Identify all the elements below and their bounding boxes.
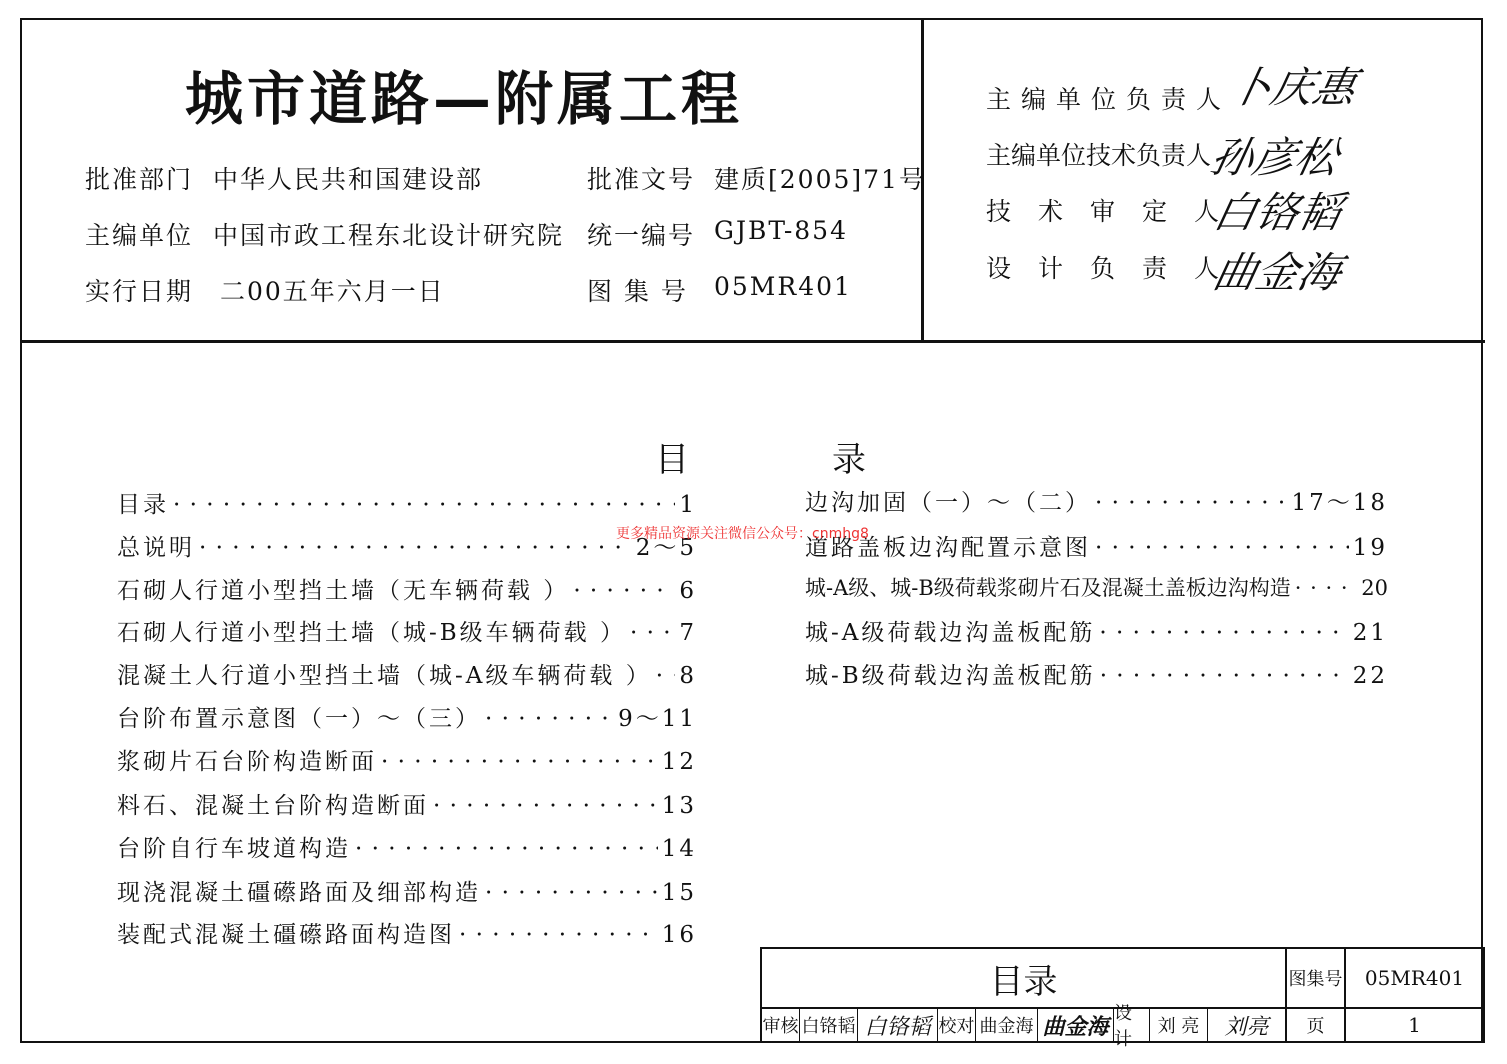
leader-dots: [1095, 490, 1287, 516]
leader-dots: [173, 492, 675, 518]
toc-entry-page: 19: [1352, 535, 1388, 561]
leader-dots: [355, 836, 658, 862]
signature: 孙彦松: [1206, 133, 1343, 182]
toc-entry-title: 装配式混凝土礓礤路面构造图: [117, 922, 455, 948]
toc-entry: [117, 700, 697, 730]
toc-entry: [117, 830, 697, 860]
page-label: 页: [1287, 1009, 1346, 1041]
toc-entry-title: 道路盖板边沟配置示意图: [805, 535, 1091, 561]
toc-entry-page: 21: [1352, 620, 1388, 646]
toc-entry: [117, 743, 697, 773]
design-name: 刘 亮: [1150, 1009, 1208, 1041]
info-value: 建质[2005]71号: [714, 165, 926, 194]
toc-entry-page: 14: [661, 836, 697, 862]
leader-dots: [459, 922, 658, 948]
leader-dots: [656, 663, 676, 689]
info-value: 中国市政工程东北设计研究院: [213, 221, 565, 250]
toc-entry-title: 混凝土人行道小型挡土墙（城-A级车辆荷载 ）: [117, 663, 652, 689]
leader-dots: [381, 749, 658, 775]
responsible-role: 主编单位负责人: [986, 85, 1232, 114]
leader-dots: [1095, 535, 1349, 561]
signature: 曲金海: [1209, 248, 1346, 297]
toc-entry-title: 台阶布置示意图（一）～（三）: [117, 706, 481, 732]
toc-entry: [805, 572, 1388, 602]
toc-entry-page: 1: [679, 492, 697, 518]
leader-dots: [1099, 620, 1348, 646]
header-divider: [20, 340, 1485, 343]
sheet-title: 城市道路—附属工程: [185, 65, 744, 133]
toc-entry-title: 边沟加固（一）～（二）: [805, 490, 1091, 516]
page-number: 1: [1408, 1013, 1421, 1037]
toc-entry: [117, 874, 697, 904]
signature: 卜庆惠: [1224, 63, 1361, 112]
review-name: 白铬韬: [800, 1009, 858, 1041]
toc-entry: [805, 614, 1388, 644]
toc-entry-title: 总说明: [117, 535, 195, 561]
toc-entry-title: 现浇混凝土礓礤路面及细部构造: [117, 880, 481, 906]
toc-entry-page: 12: [661, 749, 697, 775]
toc-entry-page: 8: [679, 663, 697, 689]
toc-entry-page: 6: [679, 578, 697, 604]
toc-entry-title: 料石、混凝土台阶构造断面: [117, 793, 429, 819]
toc-entry: [117, 529, 697, 559]
info-label: 实行日期: [85, 277, 194, 306]
toc-entry-page: 20: [1361, 576, 1388, 600]
leader-dots: [1295, 576, 1357, 600]
toc-heading: 录: [832, 440, 866, 480]
leader-dots: [485, 706, 614, 732]
atlas-value: 05MR401: [1346, 949, 1483, 1009]
toc-entry-title: 目录: [117, 492, 169, 518]
toc-entry: [117, 657, 697, 687]
toc-heading: 目: [655, 440, 689, 480]
toc-entry-title: 城-A级、城-B级荷载浆砌片石及混凝土盖板边沟构造: [805, 576, 1291, 600]
watermark-text: 更多精品资源关注微信公众号：cnmhg8: [616, 526, 869, 542]
info-value: 中华人民共和国建设部: [213, 165, 484, 194]
toc-entry: [117, 486, 697, 516]
toc-entry: [805, 529, 1388, 559]
toc-entry: [117, 916, 697, 946]
info-value: GJBT-854: [714, 216, 848, 245]
toc-entry-page: 9～11: [618, 706, 697, 732]
toc-entry-page: 2～5: [635, 535, 697, 561]
toc-entry-title: 城-A级荷载边沟盖板配筋: [805, 620, 1096, 646]
design-signature: 刘亮: [1208, 1009, 1287, 1041]
info-label: 图 集 号: [587, 277, 688, 306]
review-signature: 白铬韬: [858, 1009, 938, 1041]
toc-entry: [117, 572, 697, 602]
leader-dots: [573, 578, 675, 604]
info-label: 批准部门: [85, 165, 194, 194]
toc-entry-page: 16: [661, 922, 697, 948]
info-value: 05MR401: [714, 272, 852, 301]
info-value: 二00五年六月一日: [220, 277, 445, 306]
title-block-title: 目录: [762, 949, 1287, 1009]
check-label: 校对: [938, 1009, 976, 1041]
responsible-role: 主编单位技术负责人: [986, 141, 1212, 170]
check-signature: 曲金海: [1038, 1009, 1114, 1041]
toc-entry-page: 15: [661, 880, 697, 906]
info-label: 统一编号: [587, 221, 696, 250]
review-label: 审核: [762, 1009, 800, 1041]
responsible-role: 设计负责人: [986, 254, 1247, 283]
toc-entry: [805, 657, 1388, 687]
toc-entry-page: 13: [661, 793, 697, 819]
leader-dots: [630, 620, 675, 646]
toc-entry-title: 石砌人行道小型挡土墙（城-B级车辆荷载 ）: [117, 620, 626, 646]
toc-entry-page: 17～18: [1291, 490, 1388, 516]
info-label: 主编单位: [85, 221, 194, 250]
design-label: 设计: [1114, 1009, 1150, 1041]
toc-entry: [117, 787, 697, 817]
toc-entry-page: 7: [679, 620, 697, 646]
atlas-label: 图集号: [1287, 949, 1346, 1009]
toc-entry-title: 石砌人行道小型挡土墙（无车辆荷载 ）: [117, 578, 570, 604]
toc-entry: [117, 614, 697, 644]
toc-entry-title: 城-B级荷载边沟盖板配筋: [805, 663, 1096, 689]
toc-entry-page: 22: [1352, 663, 1388, 689]
leader-dots: [485, 880, 658, 906]
toc-entry: [805, 484, 1388, 514]
responsible-role: 技术审定人: [986, 197, 1247, 226]
leader-dots: [199, 535, 632, 561]
leader-dots: [1100, 663, 1349, 689]
check-name: 曲金海: [976, 1009, 1038, 1041]
info-label: 批准文号: [587, 165, 696, 194]
title-block: [760, 947, 1485, 1050]
toc-entry-title: 浆砌片石台阶构造断面: [117, 749, 377, 775]
toc-entry-title: 台阶自行车坡道构造: [117, 836, 351, 862]
leader-dots: [433, 793, 658, 819]
signature: 白铬韬: [1209, 188, 1346, 237]
